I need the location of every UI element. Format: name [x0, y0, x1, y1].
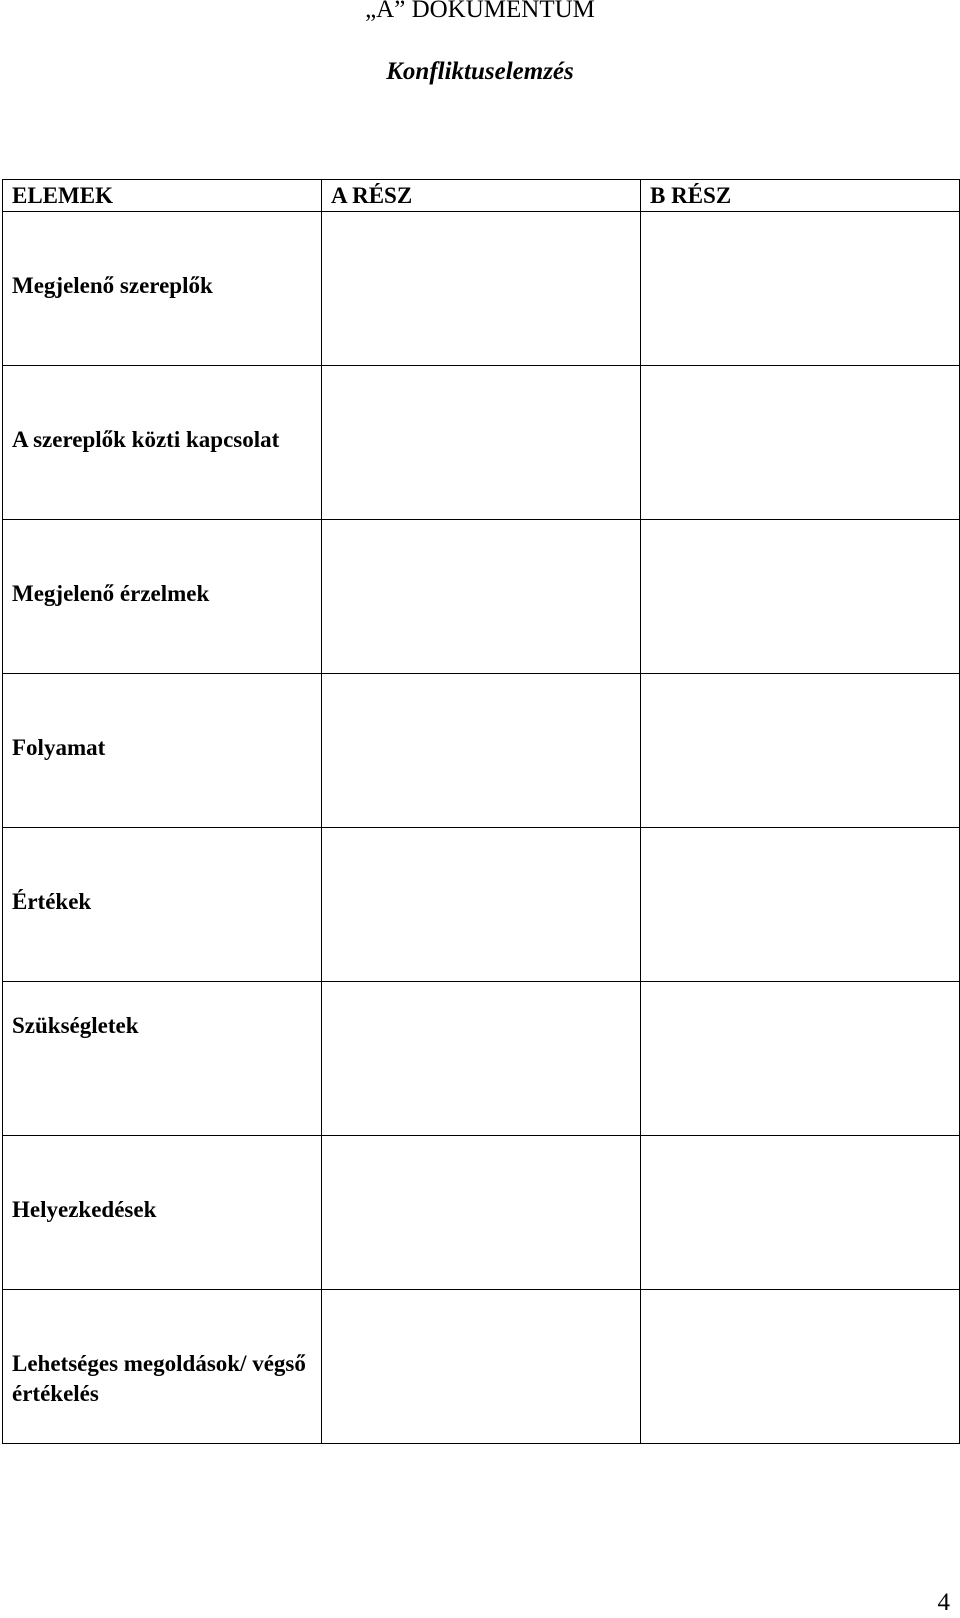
- row-label-cell: [3, 1290, 322, 1444]
- row-label: Megjelenő szereplők: [12, 273, 213, 298]
- row-label: Helyezkedések: [12, 1197, 157, 1222]
- table-row: [3, 828, 960, 982]
- row-label-cell: [3, 366, 322, 520]
- part-a-cell[interactable]: [322, 1136, 641, 1290]
- page-number: 4: [937, 1589, 950, 1616]
- row-label: Értékek: [12, 889, 92, 914]
- conflict-analysis-table: [2, 179, 960, 1444]
- part-b-cell[interactable]: [641, 674, 960, 828]
- table-header-row: [3, 180, 960, 212]
- part-a-cell[interactable]: [322, 212, 641, 366]
- part-b-cell[interactable]: [641, 1290, 960, 1444]
- row-label: Megjelenő érzelmek: [12, 581, 210, 606]
- row-label: Lehetséges megoldások/ végső értékelés: [12, 1351, 306, 1406]
- row-label-cell: [3, 212, 322, 366]
- part-b-cell[interactable]: [641, 982, 960, 1136]
- part-b-cell[interactable]: [641, 828, 960, 982]
- row-label: Szükségletek: [12, 1013, 139, 1038]
- row-label-cell: [3, 828, 322, 982]
- table-row: [3, 1290, 960, 1444]
- part-a-cell[interactable]: [322, 828, 641, 982]
- part-b-cell[interactable]: [641, 212, 960, 366]
- row-label-cell: [3, 982, 322, 1136]
- part-a-cell[interactable]: [322, 520, 641, 674]
- part-a-cell[interactable]: [322, 366, 641, 520]
- row-label-cell: [3, 1136, 322, 1290]
- table-row: [3, 1136, 960, 1290]
- table-row: [3, 520, 960, 674]
- column-header-part-a: A RÉSZ: [322, 180, 641, 212]
- row-label-cell: [3, 674, 322, 828]
- part-b-cell[interactable]: [641, 520, 960, 674]
- table-row: [3, 674, 960, 828]
- table-row: [3, 982, 960, 1136]
- part-b-cell[interactable]: [641, 366, 960, 520]
- part-a-cell[interactable]: [322, 982, 641, 1136]
- part-a-cell[interactable]: [322, 1290, 641, 1444]
- column-header-elements: ELEMEK: [3, 180, 322, 212]
- document-title: „A” DOKUMENTUM: [365, 0, 595, 23]
- document-subtitle: Konfliktuselemzés: [386, 58, 574, 85]
- column-header-part-b: B RÉSZ: [641, 180, 960, 212]
- table-row: [3, 366, 960, 520]
- part-a-cell[interactable]: [322, 674, 641, 828]
- table-row: [3, 212, 960, 366]
- part-b-cell[interactable]: [641, 1136, 960, 1290]
- row-label: Folyamat: [12, 735, 106, 760]
- row-label: A szereplők közti kapcsolat: [12, 427, 280, 452]
- row-label-cell: [3, 520, 322, 674]
